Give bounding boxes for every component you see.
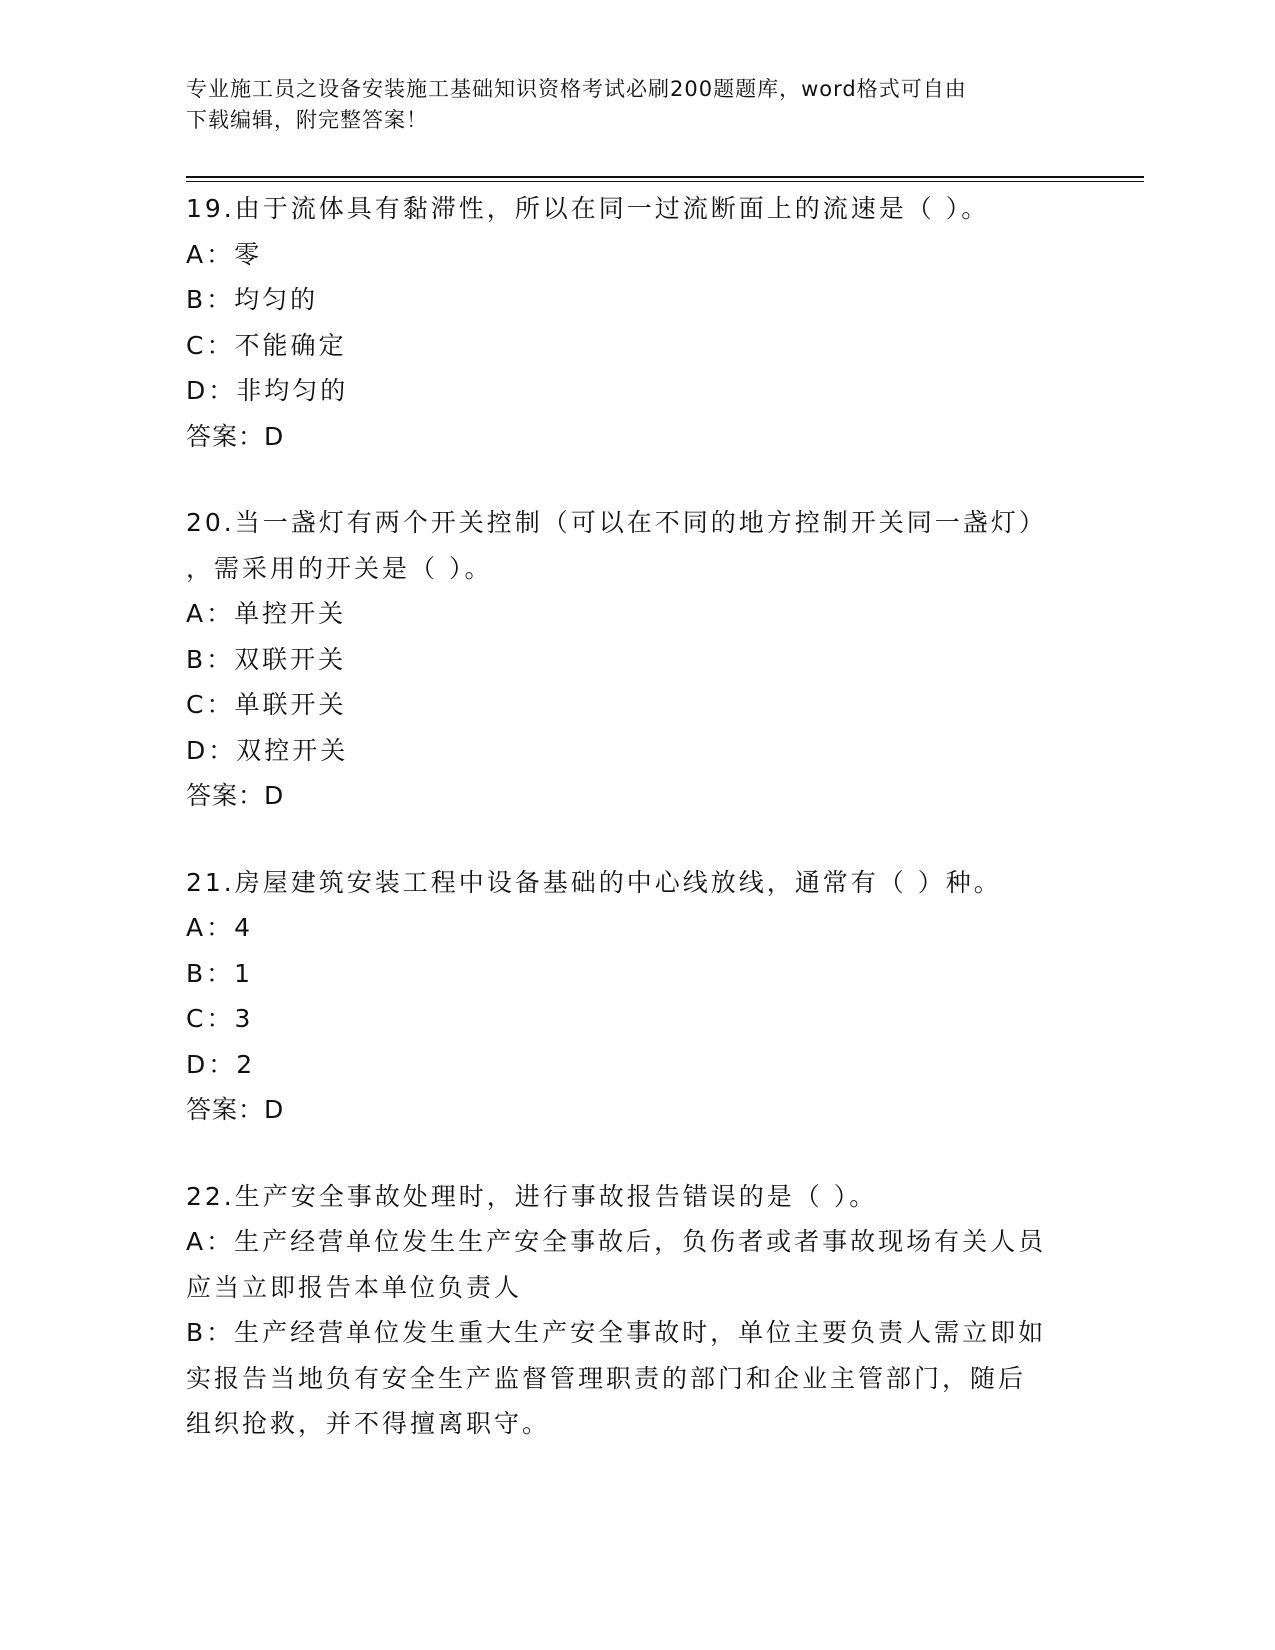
option-line: B：均匀的 <box>186 285 319 314</box>
option-line: 实报告当地负有安全生产监督管理职责的部门和企业主管部门，随后 <box>186 1363 1027 1393</box>
question-stem: 20.当一盏灯有两个开关控制（可以在不同的地方控制开关同一盏灯） <box>186 508 1047 537</box>
question-item <box>186 1174 1066 1447</box>
header-rule-thin <box>186 181 1144 182</box>
answer-label: 答案：D <box>186 781 285 810</box>
header-title-line-2: 下载编辑，附完整答案！ <box>186 108 428 132</box>
question-list <box>186 186 1066 1488</box>
option-line: D：2 <box>186 1049 256 1079</box>
option-line: A：4 <box>186 913 254 942</box>
question-item <box>186 860 1066 1133</box>
option-line: A：生产经营单位发生生产安全事故后，负伤者或者事故现场有关人员 <box>186 1227 1047 1256</box>
header-title-line-1: 专业施工员之设备安装施工基础知识资格考试必刷200题题库，word格式可自由 <box>186 77 967 101</box>
option-line: A：零 <box>186 239 263 269</box>
option-line: B：生产经营单位发生重大生产安全事故时，单位主要负责人需立即如 <box>186 1318 1047 1347</box>
answer-label: 答案：D <box>186 1095 285 1124</box>
option-line: C：不能确定 <box>186 330 347 360</box>
question-item <box>186 500 1066 819</box>
option-line: C：单联开关 <box>186 690 347 719</box>
option-line: A：单控开关 <box>186 599 347 628</box>
question-item <box>186 186 1066 459</box>
option-line: B：双联开关 <box>186 644 347 674</box>
document-header <box>186 74 1066 136</box>
question-stem: 19.由于流体具有黏滞性，所以在同一过流断面上的流速是（ ）。 <box>186 194 990 223</box>
question-stem: 22.生产安全事故处理时，进行事故报告错误的是（ ）。 <box>186 1181 878 1211</box>
option-line: D：非均匀的 <box>186 376 349 405</box>
answer-label: 答案：D <box>186 421 285 451</box>
question-stem: 21.房屋建筑安装工程中设备基础的中心线放线，通常有（ ）种。 <box>186 867 1002 897</box>
option-line: 应当立即报告本单位负责人 <box>186 1272 523 1302</box>
option-line: B：1 <box>186 958 254 988</box>
option-line: C：3 <box>186 1004 254 1033</box>
question-stem: ，需采用的开关是（ ）。 <box>186 553 493 583</box>
option-line: 组织抢救，并不得擅离职守。 <box>186 1409 551 1438</box>
header-rule-thick <box>186 176 1144 178</box>
option-line: D：双控开关 <box>186 735 349 765</box>
